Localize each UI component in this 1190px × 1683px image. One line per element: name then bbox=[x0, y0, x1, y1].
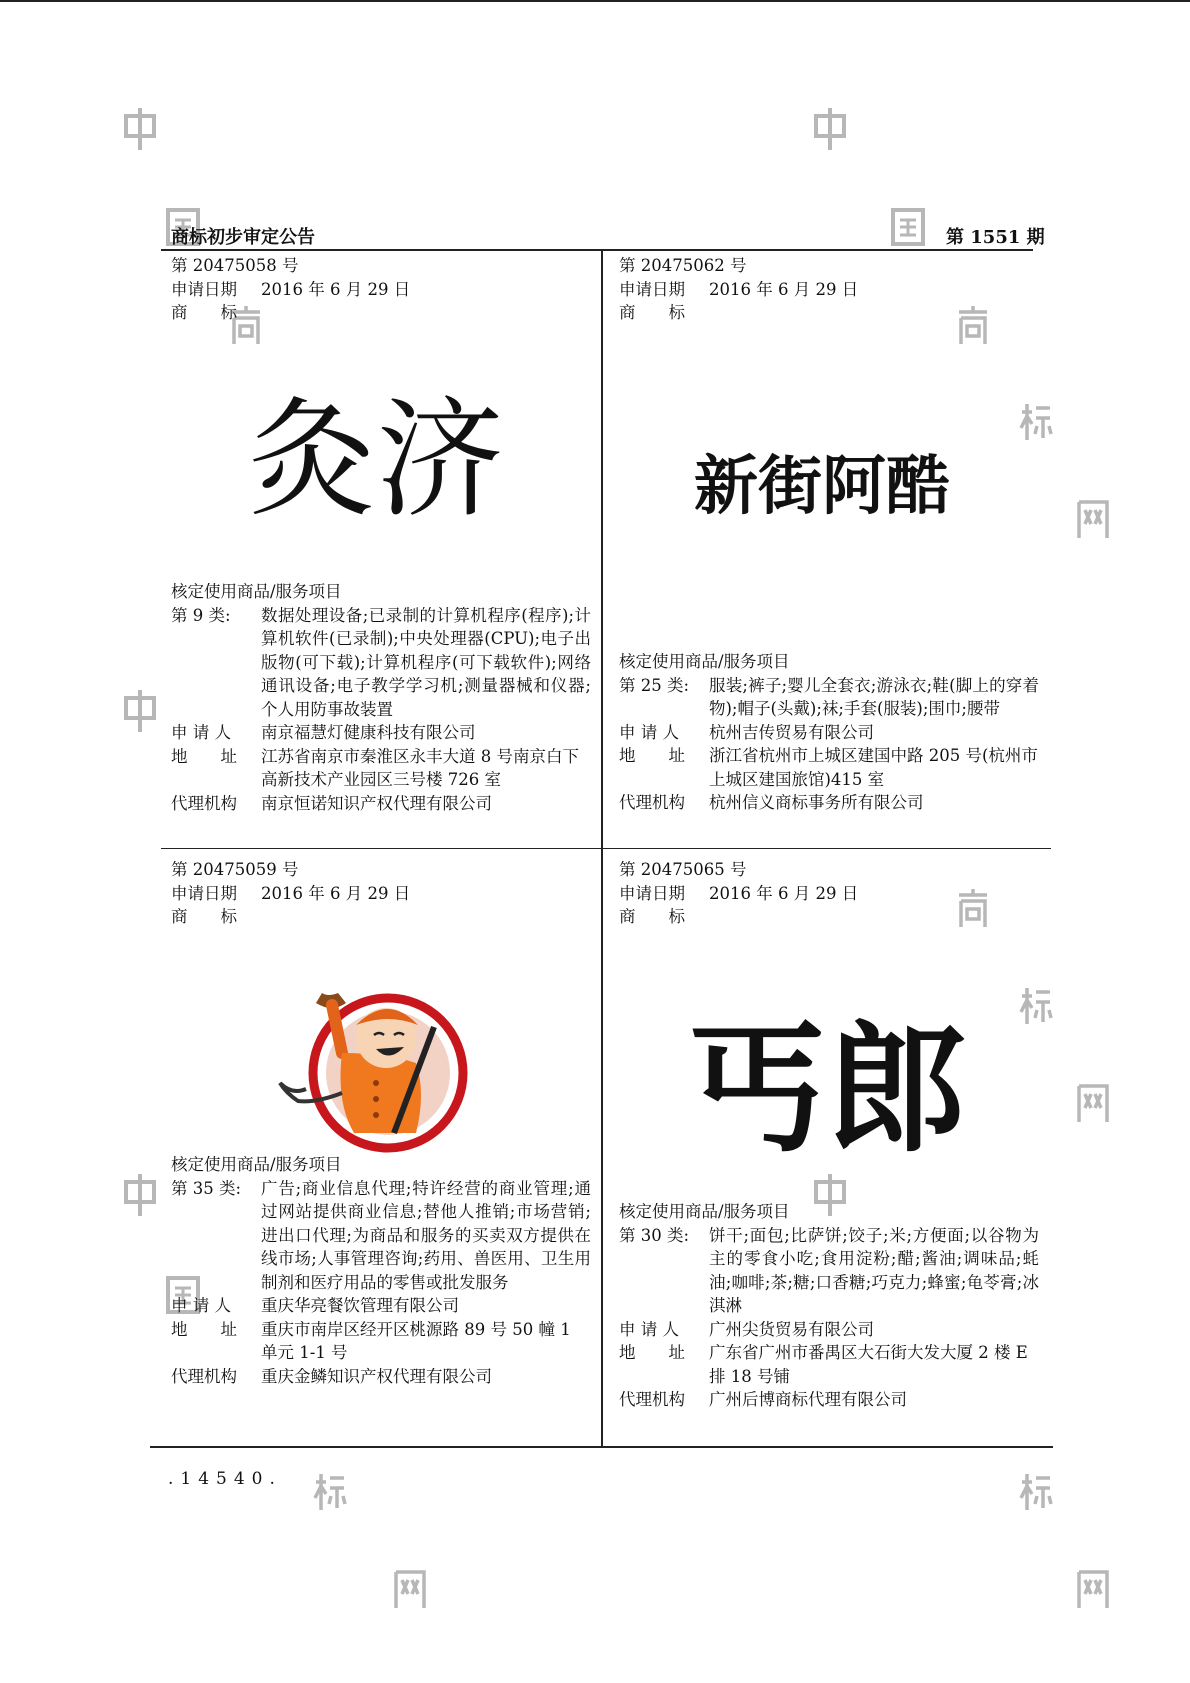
goods-list: 数据处理设备;已录制的计算机程序(程序);计算机软件(已录制);中央处理器(CPU);电子出版物(可下载);计算机程序(可下载软件);网络通讯设备;电子教学学习机;测量器械和仪器;个人用防事故装置 bbox=[261, 605, 591, 719]
watermark-zhong bbox=[122, 1172, 158, 1218]
address-label: 地 址 bbox=[171, 746, 237, 766]
applicant-label: 申 请 人 bbox=[171, 723, 231, 742]
goods-list: 服装;裤子;婴儿全套衣;游泳衣;鞋(脚上的穿着物);帽子(头戴);袜;手套(服装);围巾;腰带 bbox=[709, 675, 1039, 718]
date-label: 申请日期 bbox=[619, 279, 685, 299]
address-label: 地 址 bbox=[619, 746, 685, 765]
top-border bbox=[0, 0, 1190, 2]
applicant-address: 重庆市南岸区经开区桃源路 89 号 50 幢 1 单元 1-1 号 bbox=[261, 1319, 571, 1362]
class-number: 第 35 类: bbox=[171, 1178, 242, 1198]
services-label: 核定使用商品/服务项目 bbox=[619, 1202, 790, 1221]
agent-label: 代理机构 bbox=[171, 1366, 237, 1386]
date-label: 申请日期 bbox=[619, 883, 685, 903]
watermark-biao bbox=[312, 1468, 348, 1514]
mark-label: 商 标 bbox=[171, 907, 237, 926]
address-label: 地 址 bbox=[171, 1319, 237, 1339]
trademark-entry bbox=[171, 254, 591, 842]
agent-name: 重庆金鳞知识产权代理有限公司 bbox=[261, 1366, 492, 1386]
row-divider bbox=[161, 848, 1051, 849]
application-date: 2016 年 6 月 29 日 bbox=[709, 279, 859, 299]
agent-label: 代理机构 bbox=[619, 793, 685, 812]
applicant-label: 申 请 人 bbox=[171, 1296, 231, 1315]
goods-list: 饼干;面包;比萨饼;饺子;米;方便面;以谷物为主的零食小吃;食用淀粉;醋;酱油;调味品;蚝油;咖啡;茶;糖;口香糖;巧克力;蜂蜜;龟苓膏;冰淇淋 bbox=[709, 1225, 1039, 1315]
applicant-name: 广州尖货贸易有限公司 bbox=[709, 1319, 874, 1339]
goods-section bbox=[619, 650, 1039, 815]
trademark-image bbox=[677, 444, 967, 524]
watermark-zhong bbox=[122, 106, 158, 152]
application-date: 2016 年 6 月 29 日 bbox=[261, 279, 411, 299]
applicant-label: 申 请 人 bbox=[619, 1319, 679, 1339]
issue-number: 第 1551 期 bbox=[946, 227, 1045, 248]
agent-name: 南京恒诺知识产权代理有限公司 bbox=[261, 793, 492, 813]
goods-section bbox=[171, 580, 591, 815]
agent-label: 代理机构 bbox=[171, 793, 237, 813]
trademark-text: 灸济 bbox=[247, 389, 505, 524]
trademark-text: 丐郎 bbox=[686, 1018, 968, 1153]
agent-label: 代理机构 bbox=[619, 1390, 685, 1409]
trademark-entry bbox=[619, 254, 1039, 842]
class-number: 第 25 类: bbox=[619, 675, 690, 695]
goods-list: 广告;商业信息代理;特许经营的商业管理;通过网站提供商业信息;替他人推销;市场营销;进出口代理;为商品和服务的买卖双方提供在线市场;人事管理咨询;药用、兽医用、卫生用制剂和医疗用品的零售或批发服务 bbox=[261, 1178, 591, 1292]
mark-label: 商 标 bbox=[171, 303, 237, 322]
services-label: 核定使用商品/服务项目 bbox=[171, 1155, 342, 1174]
application-date: 2016 年 6 月 29 日 bbox=[709, 883, 859, 903]
applicant-label: 申 请 人 bbox=[619, 722, 679, 742]
address-label: 地 址 bbox=[619, 1343, 685, 1362]
bulletin-title: 商标初步审定公告 bbox=[171, 227, 315, 248]
services-label: 核定使用商品/服务项目 bbox=[171, 582, 342, 601]
watermark-wang bbox=[392, 1566, 428, 1612]
trademark-image bbox=[677, 1018, 977, 1153]
watermark-zhong bbox=[812, 106, 848, 152]
applicant-address: 江苏省南京市秦淮区永丰大道 8 号南京白下高新技术产业园区三号楼 726 室 bbox=[261, 746, 579, 789]
mark-label: 商 标 bbox=[619, 907, 685, 926]
applicant-name: 杭州吉传贸易有限公司 bbox=[709, 722, 874, 742]
applicant-address: 广东省广州市番禺区大石街大发大厦 2 楼 E 排 18 号铺 bbox=[709, 1343, 1028, 1386]
applicant-name: 南京福慧灯健康科技有限公司 bbox=[261, 723, 476, 742]
mark-label: 商 标 bbox=[619, 303, 685, 322]
registration-number: 第 20475058 号 bbox=[171, 256, 299, 275]
date-label: 申请日期 bbox=[171, 883, 237, 903]
watermark-zhong bbox=[122, 688, 158, 734]
trademark-text: 新街阿酷 bbox=[694, 450, 950, 524]
applicant-name: 重庆华亮餐饮管理有限公司 bbox=[261, 1296, 459, 1315]
trademark-entry bbox=[619, 858, 1039, 1443]
trademark-image bbox=[231, 389, 521, 524]
class-number: 第 30 类: bbox=[619, 1225, 690, 1245]
trademark-entry bbox=[171, 858, 591, 1443]
watermark-biao bbox=[1018, 1468, 1054, 1514]
registration-number: 第 20475065 号 bbox=[619, 860, 747, 879]
goods-section bbox=[171, 1153, 591, 1388]
goods-section bbox=[619, 1200, 1039, 1412]
page-number: .14540. bbox=[168, 1469, 282, 1489]
trademark-logo-cartoon bbox=[276, 983, 476, 1153]
mark-row bbox=[171, 301, 591, 325]
agent-name: 广州后博商标代理有限公司 bbox=[709, 1390, 907, 1409]
applicant-address: 浙江省杭州市上城区建国中路 205 号(杭州市上城区建国旅馆)415 室 bbox=[709, 746, 1038, 789]
watermark-wang bbox=[1075, 496, 1111, 542]
registration-number: 第 20475062 号 bbox=[619, 256, 747, 275]
watermark-wang bbox=[1075, 1080, 1111, 1126]
class-number: 第 9 类: bbox=[171, 605, 231, 625]
agent-name: 杭州信义商标事务所有限公司 bbox=[709, 793, 924, 812]
footer-rule bbox=[150, 1446, 1053, 1448]
watermark-wang bbox=[1075, 1566, 1111, 1612]
date-label: 申请日期 bbox=[171, 279, 237, 299]
watermark-guo bbox=[890, 204, 926, 250]
registration-number: 第 20475059 号 bbox=[171, 860, 299, 879]
date-row bbox=[171, 278, 591, 302]
header-rule bbox=[161, 249, 1033, 251]
application-date: 2016 年 6 月 29 日 bbox=[261, 883, 411, 903]
services-label: 核定使用商品/服务项目 bbox=[619, 652, 790, 671]
